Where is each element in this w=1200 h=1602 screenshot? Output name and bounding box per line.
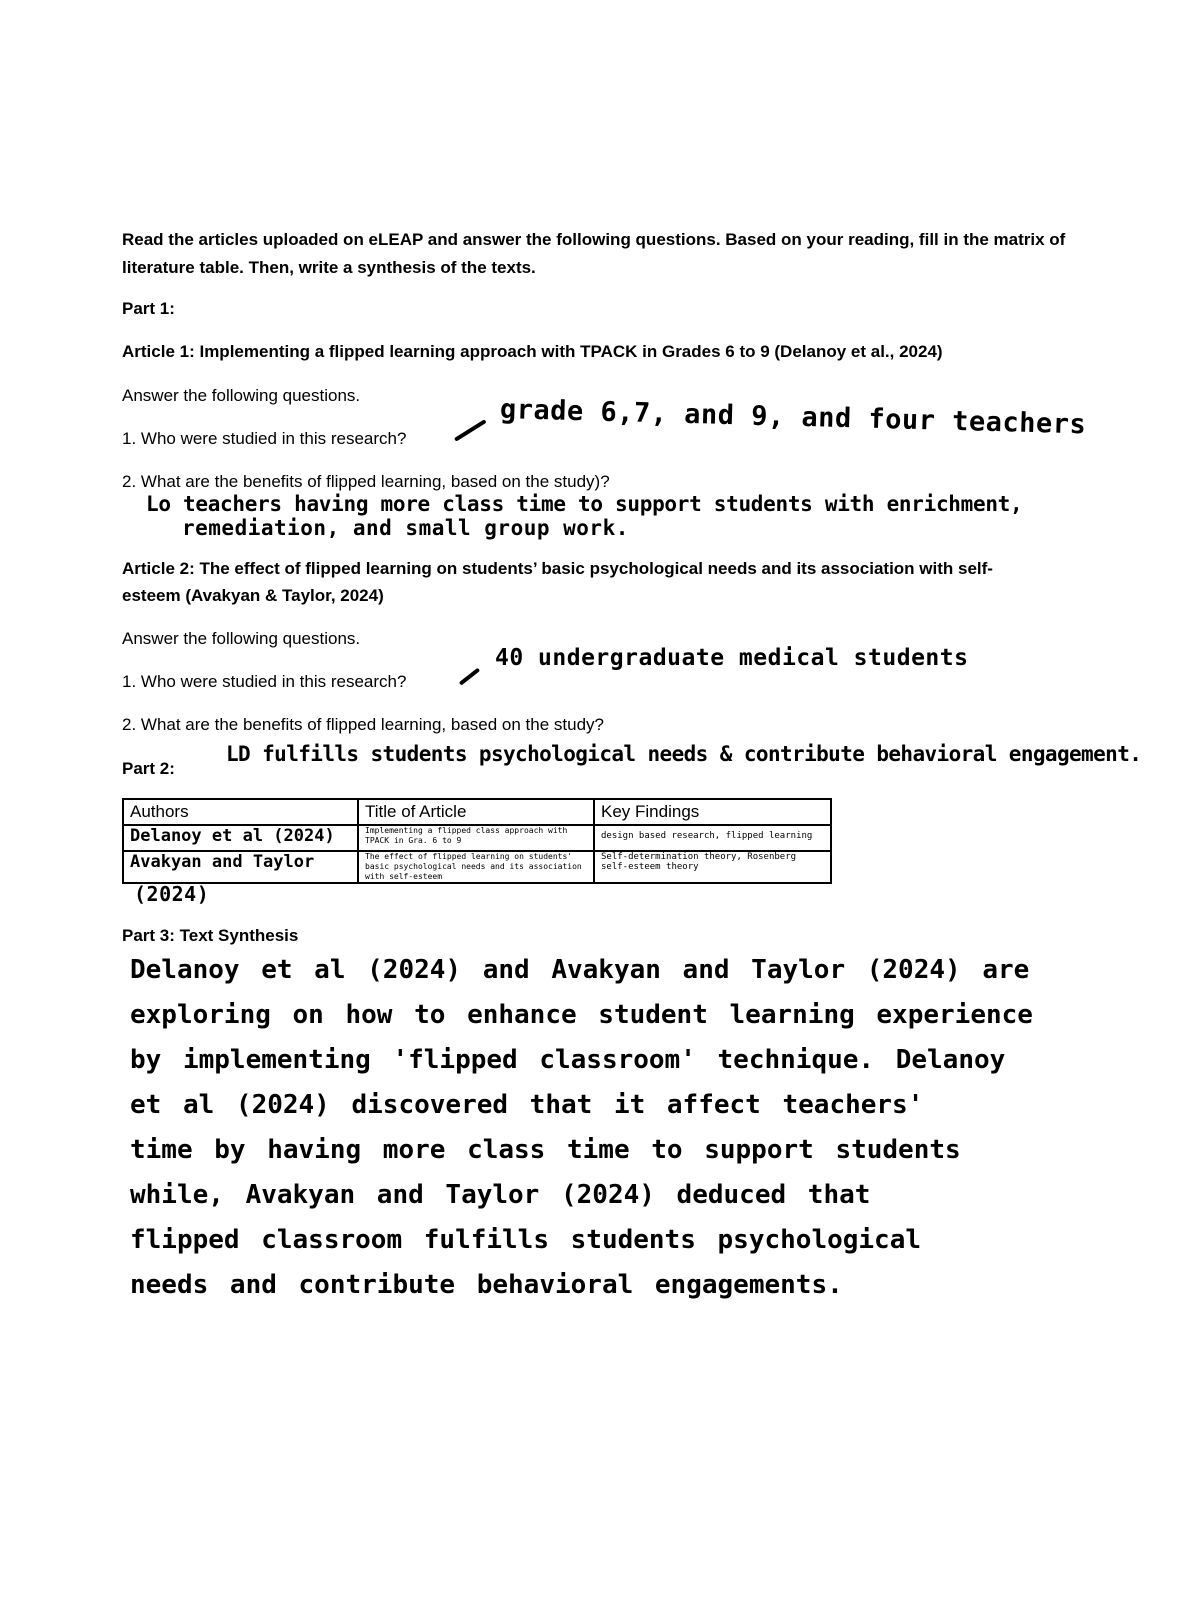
article2-answer2: LD fulfills students psychological needs & contribute behavioral engagement. [226,742,1142,766]
synthesis-line: while, Avakyan and Taylor (2024) deduced that [130,1180,871,1210]
text-synthesis [130,948,1033,1308]
article2-title-line2: esteem (Avakyan & Taylor, 2024) [122,586,384,605]
title-cell [358,851,594,883]
author-name: Delanoy et al (2024) [130,826,335,846]
table-row [123,825,831,851]
part3-heading: Part 3: Text Synthesis [122,926,299,945]
author-year-overflow: (2024) [134,882,210,906]
key-findings: Self-determination theory, Rosenberg self-esteem theory [601,852,797,872]
synthesis-line: by implementing 'flipped classroom' technique. Delanoy [130,1045,1006,1075]
article2-title-line1: Article 2: The effect of flipped learning on students’ basic psychological needs and its association with self- [122,559,993,578]
synthesis-line: et al (2024) discovered that it affect teachers' [130,1090,924,1120]
article-title: Implementing a flipped class approach with TPACK in Gra. 6 to 9 [365,826,568,845]
article1-question1: 1. Who were studied in this research? [122,429,407,448]
table-row [123,851,831,883]
article1-answer1: grade 6,7, and 9, and four teachers [499,394,1087,441]
literature-matrix-table [122,798,832,884]
answer-check-mark [459,668,480,686]
synthesis-line: needs and contribute behavioral engagements. [130,1270,843,1300]
synthesis-line: time by having more class time to support students [130,1135,961,1165]
article1-title: Article 1: Implementing a flipped learning approach with TPACK in Grades 6 to 9 (Delanoy et al., 2024) [122,342,943,361]
author-name: Avakyan and Taylor [130,852,315,872]
findings-cell [594,851,831,883]
author-cell [123,851,358,883]
article1-prompt: Answer the following questions. [122,386,361,405]
column-header-findings: Key Findings [594,799,831,825]
column-header-authors: Authors [123,799,358,825]
synthesis-line: exploring on how to enhance student learning experience [130,1000,1033,1030]
part1-heading: Part 1: [122,299,175,318]
article2-prompt: Answer the following questions. [122,629,361,648]
synthesis-line: Delanoy et al (2024) and Avakyan and Taylor (2024) are [130,955,1030,985]
synthesis-line: flipped classroom fulfills students psychological [130,1225,922,1255]
key-findings: design based research, flipped learning [601,831,813,841]
article1-question2: 2. What are the benefits of flipped learning, based on the study)? [122,472,610,491]
article-title: The effect of flipped learning on students' basic psychological needs and its association with self-esteem [365,852,582,881]
table-header-row [123,799,831,825]
article1-answer2-line1: Lo teachers having more class time to support students with enrichment, [146,492,1023,516]
instructions-text: Read the articles uploaded on eLEAP and answer the following questions. Based on your reading, fill in the matrix of literature table. Then, write a synthesis of the texts. [122,230,1066,277]
part2-heading: Part 2: [122,759,175,778]
article1-answer2-line2: remediation, and small group work. [182,516,629,540]
title-cell [358,825,594,851]
article2-answer1: 40 undergraduate medical students [495,645,969,671]
findings-cell [594,825,831,851]
author-cell [123,825,358,851]
article2-question1: 1. Who were studied in this research? [122,672,407,691]
answer-check-mark [454,419,487,441]
article2-question2: 2. What are the benefits of flipped learning, based on the study? [122,715,604,734]
column-header-title: Title of Article [358,799,594,825]
